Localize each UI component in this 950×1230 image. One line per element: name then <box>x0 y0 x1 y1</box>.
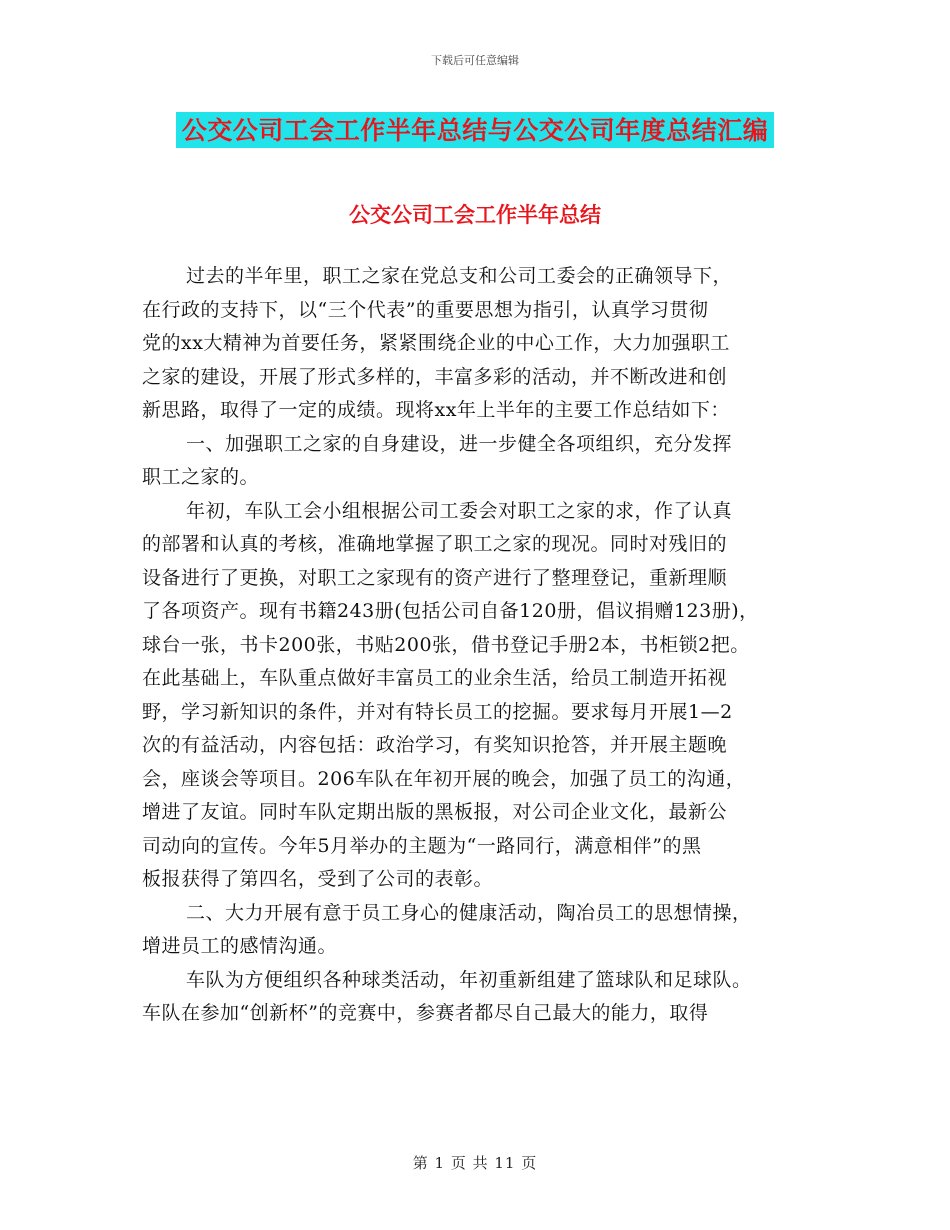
body-line: 会，座谈会等项目。206车队在年初开展的晚会，加强了员工的沟通， <box>142 767 746 790</box>
body-line: 党的xx大精神为首要任务，紧紧围绕企业的中心工作，大力加强职工 <box>142 332 730 354</box>
body-line: 过去的半年里，职工之家在党总支和公司工委会的正确领导下， <box>186 265 733 287</box>
body-line: 在此基础上，车队重点做好丰富员工的业余生活，给员工制造开拓视 <box>142 667 728 689</box>
document-title: 公交公司工会工作半年总结与公交公司年度总结汇编 <box>176 112 775 148</box>
body-line: 了各项资产。现有书籍243册(包括公司自备120册，倡议捐赠123册)， <box>142 600 759 622</box>
body-line: 板报获得了第四名，受到了公司的表彰。 <box>142 868 494 890</box>
body-line: 一、加强职工之家的自身建设，进一步健全各项组织，充分发挥 <box>186 432 733 455</box>
body-line: 之家的建设，开展了形式多样的，丰富多彩的活动，并不断改进和创 <box>142 365 728 388</box>
body-line: 增进员工的感情沟通。 <box>142 935 338 957</box>
document-title-block <box>0 112 950 148</box>
body-line: 在行政的支持下，以“三个代表”的重要思想为指引，认真学习贯彻 <box>142 298 709 321</box>
body-line: 增进了友谊。同时车队定期出版的黑板报，对公司企业文化，最新公 <box>142 801 728 823</box>
page-number: 第 1 页 共 11 页 <box>412 1154 538 1172</box>
body-line: 司动向的宣传。今年5月举办的主题为“一路同行，满意相伴”的黑 <box>142 834 702 857</box>
body-line: 车队为方便组织各种球类活动，年初重新组建了篮球队和足球队。 <box>186 968 752 991</box>
body-line: 职工之家的。 <box>142 466 260 488</box>
body-line: 球台一张，书卡200张，书贴200张，借书登记手册2本，书柜锁2把。 <box>142 633 750 656</box>
body-line: 车队在参加“创新杯”的竞赛中，参赛者都尽自己最大的能力，取得 <box>142 1002 709 1024</box>
body-line: 野，学习新知识的条件，并对有特长员工的挖掘。要求每月开展1—2 <box>142 700 733 723</box>
body-line: 年初，车队工会小组根据公司工委会对职工之家的求，作了认真 <box>186 499 733 522</box>
body-line: 次的有益活动，内容包括：政治学习，有奖知识抢答，并开展主题晚 <box>142 734 728 756</box>
body-text <box>142 220 842 1031</box>
body-line: 的部署和认真的考核，准确地掌握了职工之家的现况。同时对残旧的 <box>142 533 728 555</box>
page-header-note: 下载后可任意编辑 <box>431 54 519 67</box>
body-line: 二、大力开展有意于员工身心的健康活动，陶冶员工的思想情操， <box>186 901 752 924</box>
body-line: 新思路，取得了一定的成绩。现将xx年上半年的主要工作总结如下： <box>142 399 730 421</box>
section-title: 公交公司工会工作半年总结 <box>349 203 601 227</box>
body-line: 设备进行了更换，对职工之家现有的资产进行了整理登记，重新理顺 <box>142 566 728 589</box>
